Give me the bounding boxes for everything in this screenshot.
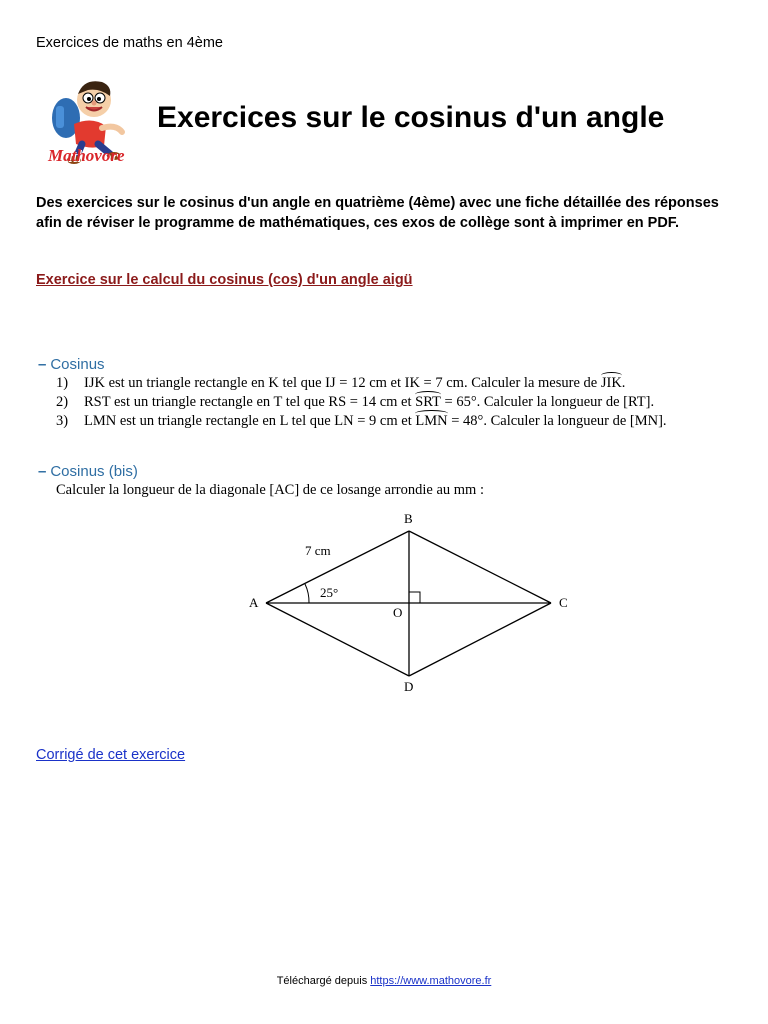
section-instruction: Calculer la longueur de la diagonale [AC] de ce losange arrondie au mm : xyxy=(56,482,484,498)
section-title: Cosinus (bis) xyxy=(50,463,138,480)
side-da xyxy=(266,603,409,676)
list-item xyxy=(56,375,736,393)
list-item xyxy=(56,394,736,412)
mathovore-logo[interactable] xyxy=(44,76,144,168)
corrige-link[interactable]: Corrigé de cet exercice xyxy=(36,747,186,763)
side-bc xyxy=(409,531,551,603)
site-label: Exercices de maths en 4ème xyxy=(36,35,223,51)
side-length-label: 7 cm xyxy=(305,543,331,558)
rhombus-figure xyxy=(240,508,580,698)
angle-notation: LMN xyxy=(415,413,448,429)
section-dash: – xyxy=(38,356,47,373)
footer xyxy=(0,975,768,987)
center-label-o: O xyxy=(393,605,403,620)
item-number: 2) xyxy=(56,394,69,410)
footer-text: Téléchargé depuis xyxy=(276,975,371,987)
section-heading-cosinus-bis xyxy=(38,463,138,480)
vertex-label-d: D xyxy=(404,679,414,694)
section-title: Cosinus xyxy=(50,356,105,373)
item-text: LMN est un triangle rectangle en L tel que LN = 9 cm et xyxy=(84,413,416,429)
item-text: IJK est un triangle rectangle en K tel que IJ = 12 cm et IK = 7 cm. Calculer la mesure de xyxy=(84,375,601,391)
section-dash: – xyxy=(38,463,47,480)
vertex-label-a: A xyxy=(249,595,259,610)
exercise-link[interactable]: Exercice sur le calcul du cosinus (cos) d'un angle aigü xyxy=(36,272,413,288)
angle-arc xyxy=(305,584,309,603)
footer-link[interactable]: https://www.mathovore.fr xyxy=(370,975,492,987)
section-heading-cosinus xyxy=(38,356,105,373)
logo-brand-text: Mathovore xyxy=(48,146,125,165)
vertex-label-b: B xyxy=(404,511,413,526)
item-text: RST est un triangle rectangle en T tel que RS = 14 cm et xyxy=(84,394,416,410)
item-text-end: = 65°. Calculer la longueur de [RT]. xyxy=(440,394,655,410)
angle-notation: JIK xyxy=(600,375,622,391)
list-item xyxy=(56,413,746,431)
item-text-end: = 48°. Calculer la longueur de [MN]. xyxy=(447,413,667,429)
item-number: 1) xyxy=(56,375,69,391)
right-angle-mark xyxy=(409,592,420,603)
angle-notation: SRT xyxy=(415,394,441,410)
side-cd xyxy=(409,603,551,676)
item-number: 3) xyxy=(56,413,69,429)
intro-paragraph: Des exercices sur le cosinus d'un angle en quatrième (4ème) avec une fiche détaillée des réponses afin de réviser le programme de mathématiques, ces exos de collège sont à imprimer en PDF. xyxy=(36,195,719,231)
page-title: Exercices sur le cosinus d'un angle xyxy=(157,101,665,134)
angle-value-label: 25° xyxy=(320,585,339,600)
vertex-label-c: C xyxy=(559,595,568,610)
item-text-end: . xyxy=(621,375,626,391)
